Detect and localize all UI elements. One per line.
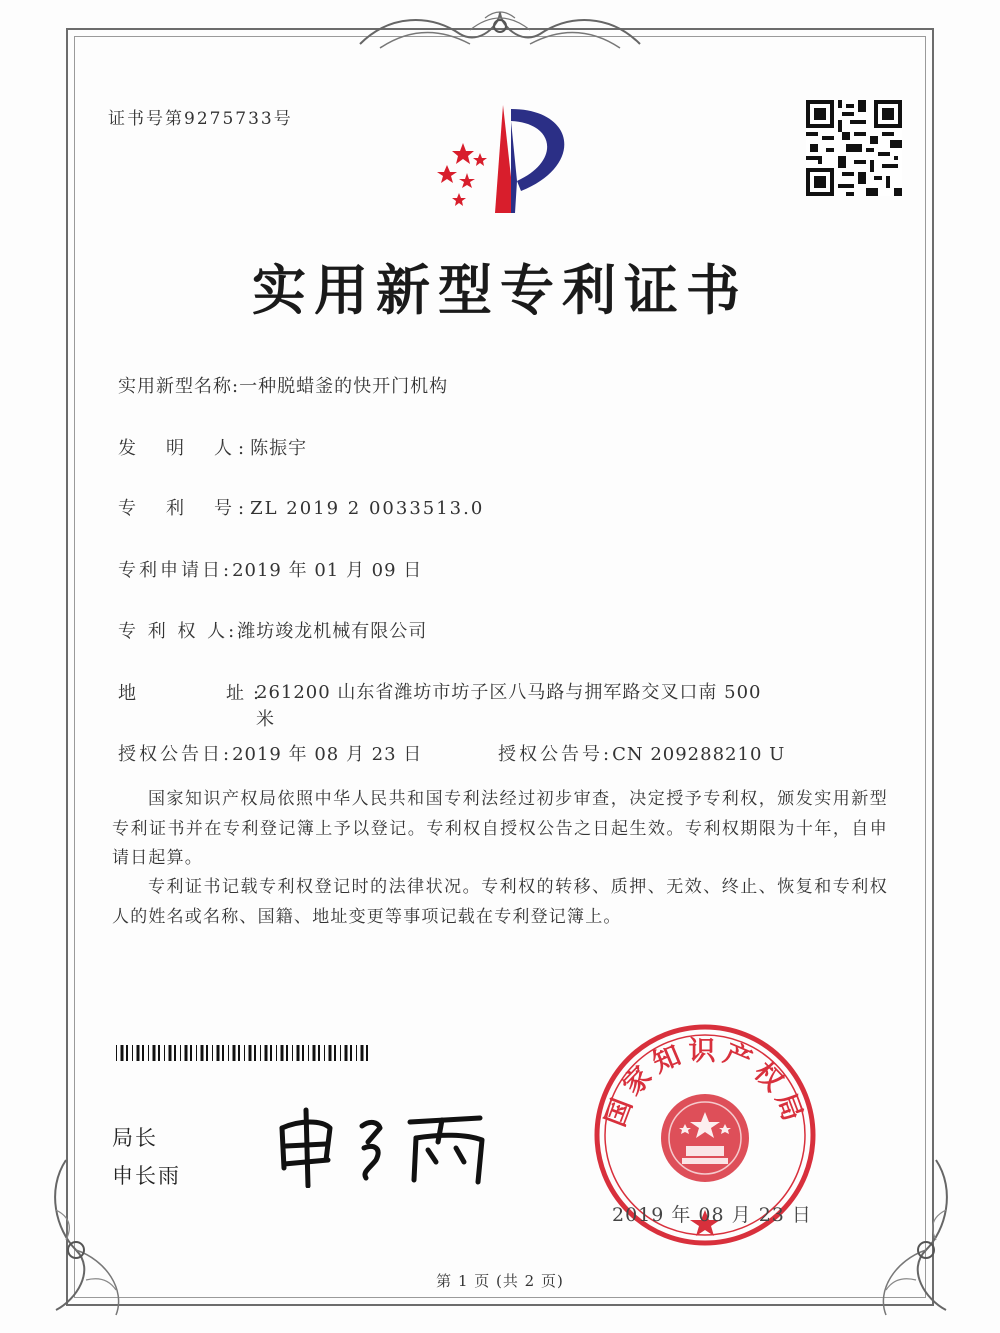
field-address bbox=[118, 679, 268, 705]
field-value: 陈振宇 bbox=[250, 438, 308, 459]
field-label: 专 利 号: bbox=[118, 498, 251, 519]
certificate-number-value: 9275733 bbox=[184, 109, 274, 129]
field-label: 实用新型名称: bbox=[118, 376, 240, 397]
field-utility-model-name bbox=[118, 372, 448, 398]
certificate-number-suffix: 号 bbox=[273, 109, 293, 129]
patent-office-emblem-icon bbox=[425, 95, 585, 220]
field-address-value: 261200 山东省潍坊市坊子区八马路与拥军路交叉口南 500 米 bbox=[256, 682, 762, 730]
field-label: 发 明 人: bbox=[118, 438, 251, 459]
field-label: 授权公告日: bbox=[118, 744, 233, 765]
certificate-number bbox=[108, 104, 293, 129]
barcode-icon bbox=[116, 1045, 372, 1061]
field-patentee bbox=[118, 617, 427, 643]
field-value: CN 209288210 U bbox=[612, 744, 786, 765]
seal-text: 国家知识产权局 bbox=[600, 1035, 810, 1131]
field-label: 授权公告号: bbox=[498, 744, 613, 765]
field-value: 一种脱蜡釜的快开门机构 bbox=[239, 376, 449, 397]
signature-icon bbox=[270, 1098, 500, 1188]
director-name: 申长雨 bbox=[112, 1164, 181, 1188]
paragraph-legal-status: 专利证书记载专利权登记时的法律状况。专利权的转移、质押、无效、终止、恢复和专利权人的姓名或名称、国籍、地址变更等事项记载在专利登记簿上。 bbox=[112, 877, 888, 927]
director-title: 局长 bbox=[112, 1126, 158, 1150]
field-grant-date bbox=[118, 740, 422, 766]
seal-date: 2019 年 08 月 23 日 bbox=[612, 1204, 812, 1226]
page-number: 第 1 页 (共 2 页) bbox=[436, 1272, 564, 1290]
field-label: 专利申请日: bbox=[118, 560, 233, 581]
field-patent-number bbox=[118, 494, 484, 520]
field-inventor bbox=[118, 434, 307, 460]
page-title: 实用新型专利证书 bbox=[252, 259, 748, 322]
top-ornament-icon bbox=[350, 4, 650, 56]
bottom-right-ornament-icon bbox=[866, 1150, 966, 1320]
field-value: 2019 年 08 月 23 日 bbox=[232, 744, 423, 765]
field-filing-date bbox=[118, 556, 422, 582]
qr-code-icon bbox=[806, 100, 902, 196]
field-label: 专 利 权 人: bbox=[118, 621, 238, 642]
field-label: 地 址: bbox=[118, 683, 269, 704]
field-grant-number bbox=[498, 740, 785, 766]
field-value: 2019 年 01 月 09 日 bbox=[232, 560, 423, 581]
field-value: 潍坊竣龙机械有限公司 bbox=[237, 621, 428, 642]
certificate-number-label: 证书号第 bbox=[108, 109, 184, 129]
paragraph-grant-notice: 国家知识产权局依照中华人民共和国专利法经过初步审查，决定授予专利权，颁发实用新型专利证书并在专利登记簿上予以登记。专利权自授权公告之日起生效。专利权期限为十年，自申请日起算。 bbox=[112, 789, 888, 868]
field-value: ZL 2019 2 0033513.0 bbox=[250, 498, 485, 519]
